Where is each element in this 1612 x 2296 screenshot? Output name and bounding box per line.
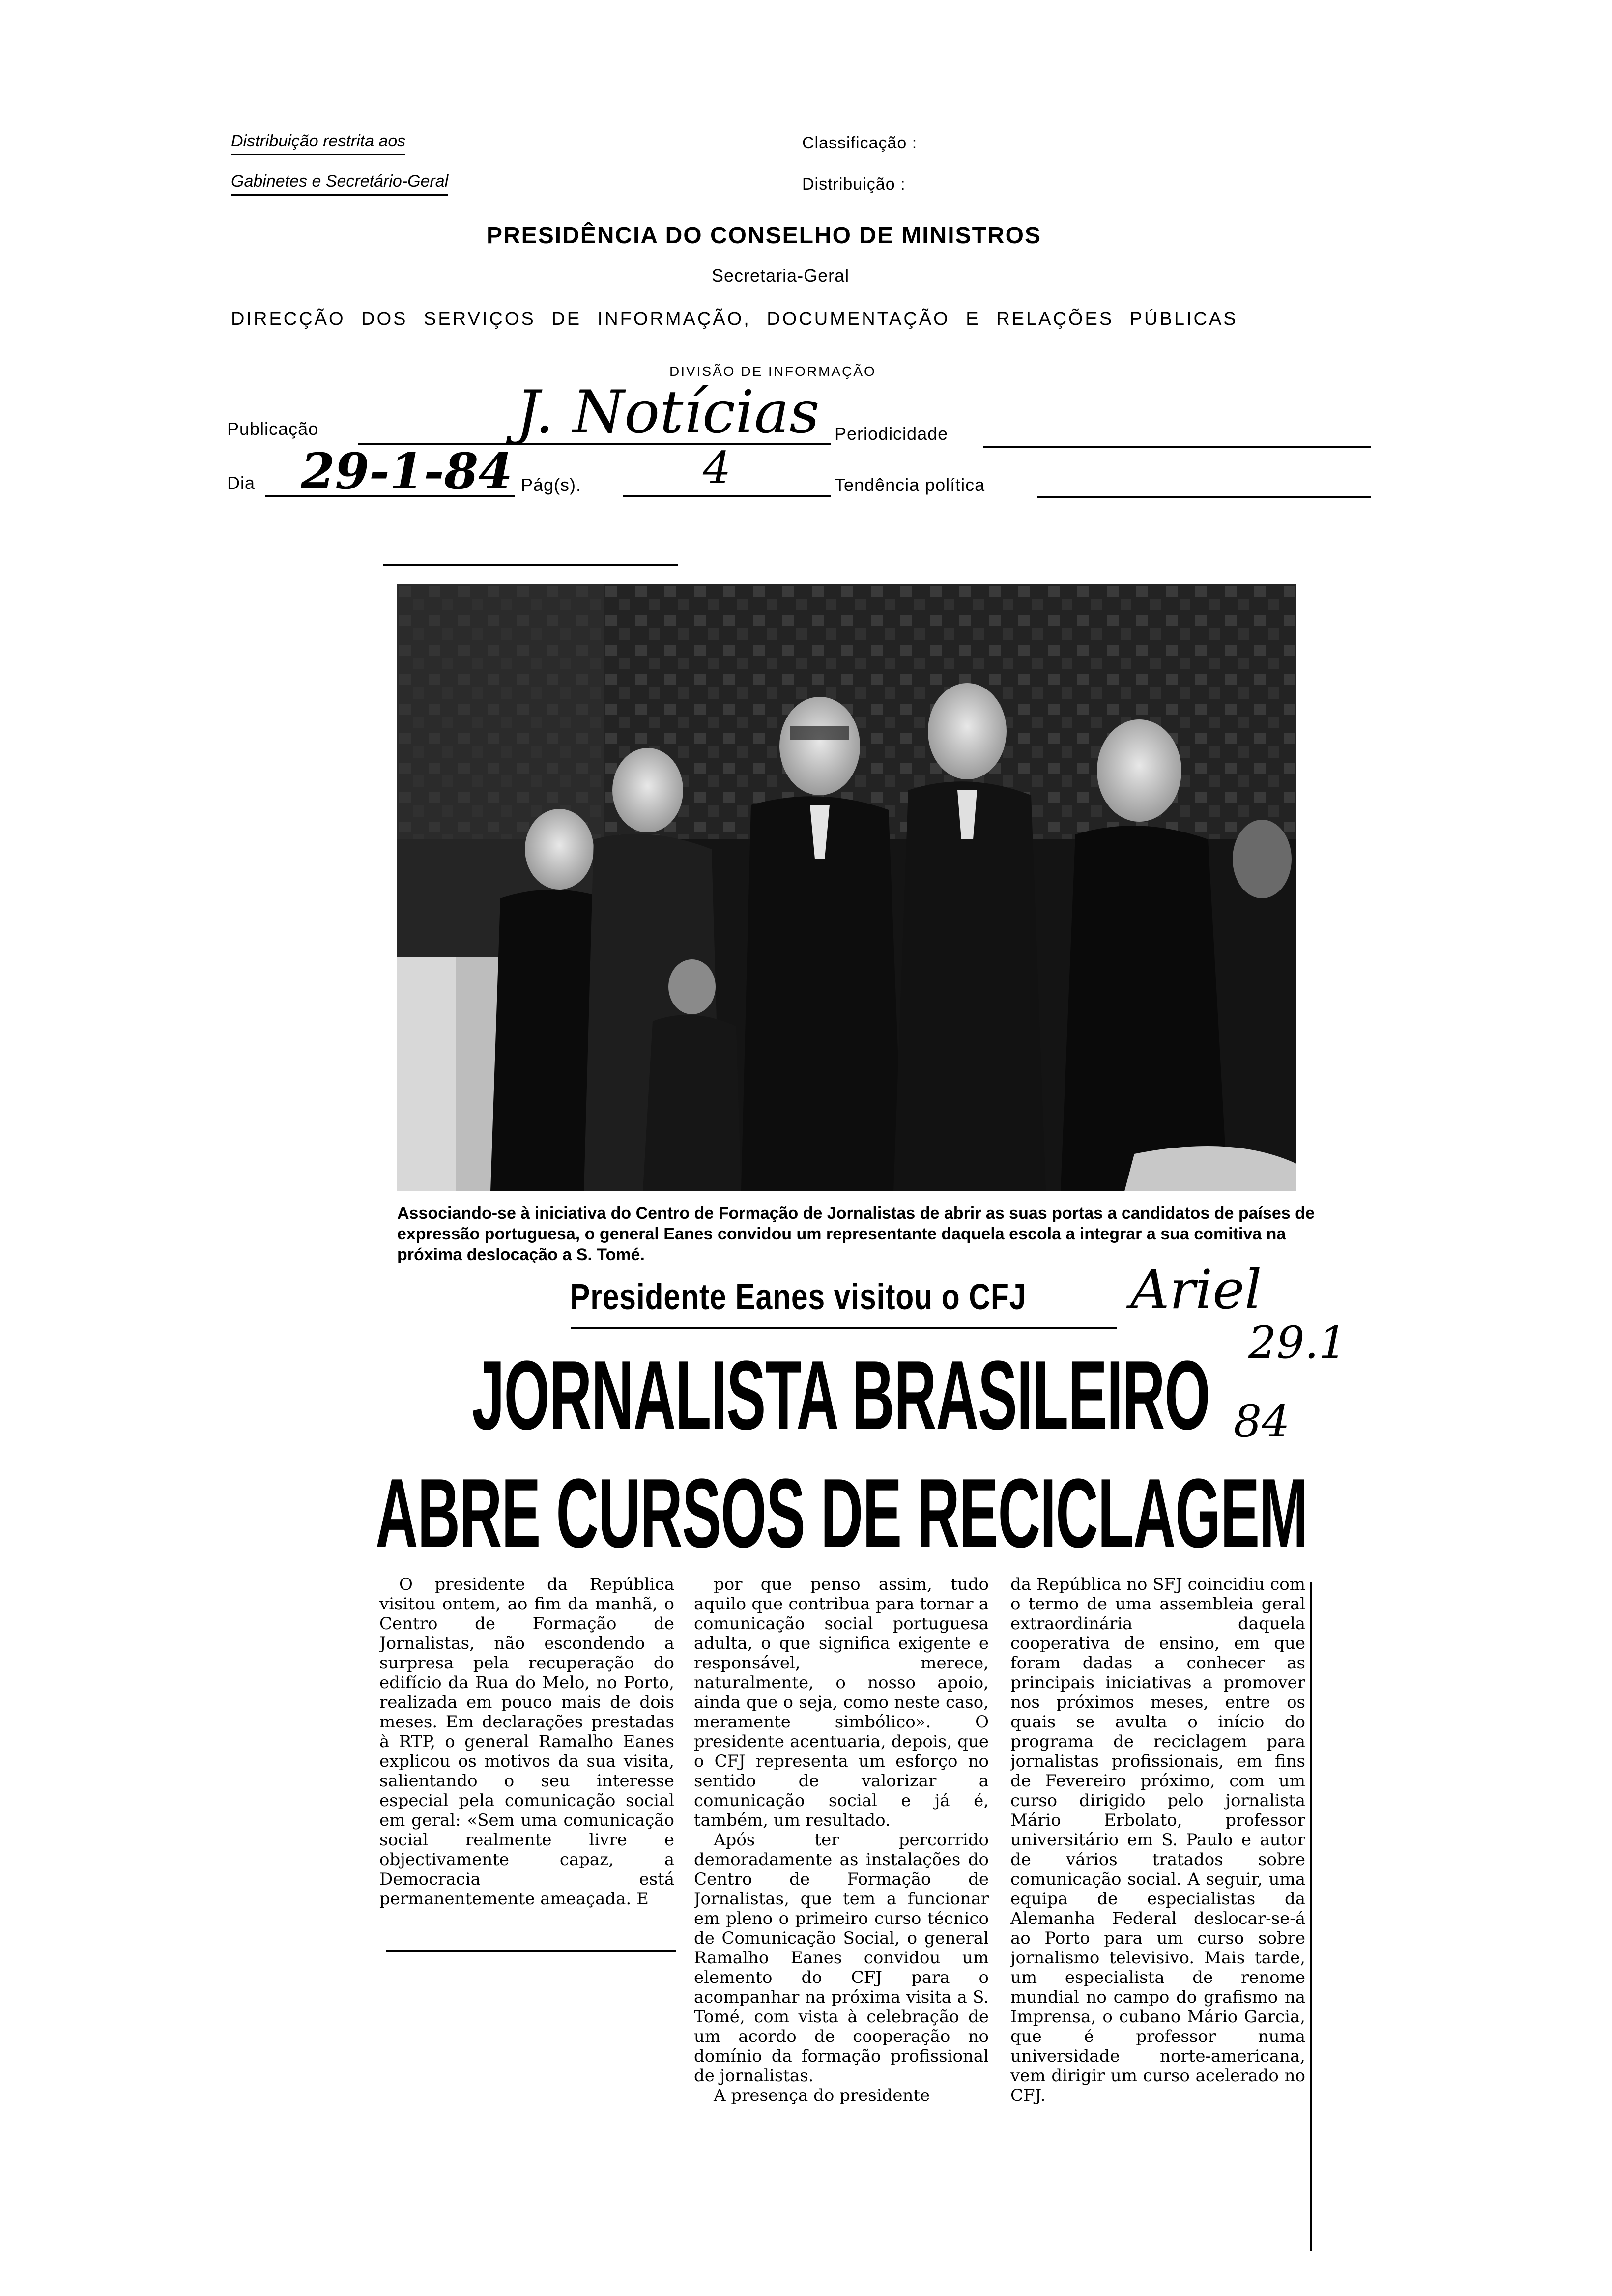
day-handwritten: 29-1-84: [301, 442, 513, 500]
political-line: [1037, 496, 1371, 498]
restricted-line-2: Gabinetes e Secretário-Geral: [231, 172, 448, 196]
headline-line-1: JORNALISTA BRASILEIRO: [472, 1341, 1210, 1450]
pages-label: Pág(s).: [521, 475, 582, 495]
column-2-paragraph-3: A presença do presidente: [714, 2086, 930, 2105]
column-2-paragraph-1: por que penso assim, tudo aquilo que contribua para tornar a comunicação social portuguesa adulta, o que significa exigente e responsável, merece, naturalmente, o nosso apoio, ainda que o seja, como neste caso, meramente simbólico». O presidente acentuaria, depois, que o CFJ representa um esforço no sentido de valorizar a comunicação social e já é, também, um resultado.: [694, 1575, 989, 1830]
classification-label: Classificação :: [802, 134, 918, 152]
column-1-paragraph: O presidente da República visitou ontem, ao fim da manhã, o Centro de Formação de Jornalistas, não escondendo a surpresa pela recuperação do edifício da Rua do Melo, no Porto, realizada em pouco mais de dois meses. Em declarações prestadas à RTP, o general Ramalho Eanes explicou os motivos da sua visita, salientando o seu interesse especial pela comunicação social em geral: «Sem uma comunicação social realmente livre e objectivamente capaz, a Democracia está permanentemente ameaçada. E: [379, 1575, 674, 1909]
division-name: DIVISÃO DE INFORMAÇÃO: [669, 364, 876, 379]
article-kicker: Presidente Eanes visitou o CFJ: [570, 1276, 1027, 1317]
column-3-side-rule: [1310, 1582, 1312, 2251]
article-column-2: [694, 1575, 989, 2272]
news-photo: [397, 584, 1296, 1191]
distribution-label: Distribuição :: [802, 175, 906, 194]
org-title: PRESIDÊNCIA DO CONSELHO DE MINISTROS: [487, 223, 1041, 249]
org-subtitle: Secretaria-Geral: [712, 265, 850, 286]
column-3-paragraph: da República no SFJ coincidiu com o termo de uma assembleia geral extraordinária daquela cooperativa de ensino, em que foram dadas a conhecer as principais iniciativas a promover nos próximos meses, entre os quais se avulta o início do programa de reciclagem para jornalistas profissionais, em fins de Fevereiro próximo, com um curso dirigido pelo jornalista Mário Erbolato, professor universitário em S. Paulo e autor de vários tratados sobre comunicação social. A seguir, uma equipa de especialistas da Alemanha Federal deslocar-se-á ao Porto para um curso sobre jornalismo televisivo. Mais tarde, um especialista de renome mundial no campo do grafismo na Imprensa, o cubano Mário Garcia, que é professor numa universidade norte-americana, vem dirigir um curso acelerado no CFJ.: [1010, 1575, 1305, 2105]
article-column-3: [1010, 1575, 1305, 2263]
photo-top-rule: [383, 564, 678, 566]
periodicity-line: [983, 446, 1371, 448]
kicker-underline: [571, 1327, 1117, 1329]
periodicity-label: Periodicidade: [835, 424, 949, 444]
pages-handwritten: 4: [703, 442, 731, 494]
department-name: DIRECÇÃO DOS SERVIÇOS DE INFORMAÇÃO, DOCUMENTAÇÃO E RELAÇÕES PÚBLICAS: [231, 309, 1238, 329]
headline-line-2: ABRE CURSOS DE RECICLAGEM: [375, 1459, 1308, 1568]
publication-label: Publicação: [227, 419, 319, 439]
news-photo-graphic: [397, 584, 1296, 1191]
annotation-initials: Ariel: [1130, 1258, 1262, 1321]
publication-handwritten: J. Notícias: [516, 378, 820, 447]
column-1-end-rule: [386, 1950, 676, 1952]
pages-line: [623, 495, 831, 497]
article-column-1: [379, 1575, 674, 1943]
photo-caption: Associando-se à iniciativa do Centro de Formação de Jornalistas de abrir as suas portas a candidatos de países de expressão portuguesa, o general Eanes convidou um representante daquela escola a integrar a sua comitiva na próxima deslocação a S. Tomé.: [397, 1204, 1315, 1264]
column-2-paragraph-2: Após ter percorrido demoradamente as instalações do Centro de Formação de Jornalistas, que tem a funcionar em pleno o primeiro curso técnico de Comunicação Social, o general Ramalho Eanes convidou um elemento do CFJ para o acompanhar na próxima visita a S. Tomé, com vista à celebração de um acordo de cooperação no domínio da formação profissional de jornalistas.: [694, 1830, 989, 2086]
political-label: Tendência política: [835, 475, 985, 495]
restricted-line-1: Distribuição restrita aos: [231, 132, 405, 155]
day-label: Dia: [227, 473, 256, 493]
annotation-year: 84: [1234, 1396, 1290, 1447]
annotation-date: 29.1: [1248, 1317, 1347, 1369]
